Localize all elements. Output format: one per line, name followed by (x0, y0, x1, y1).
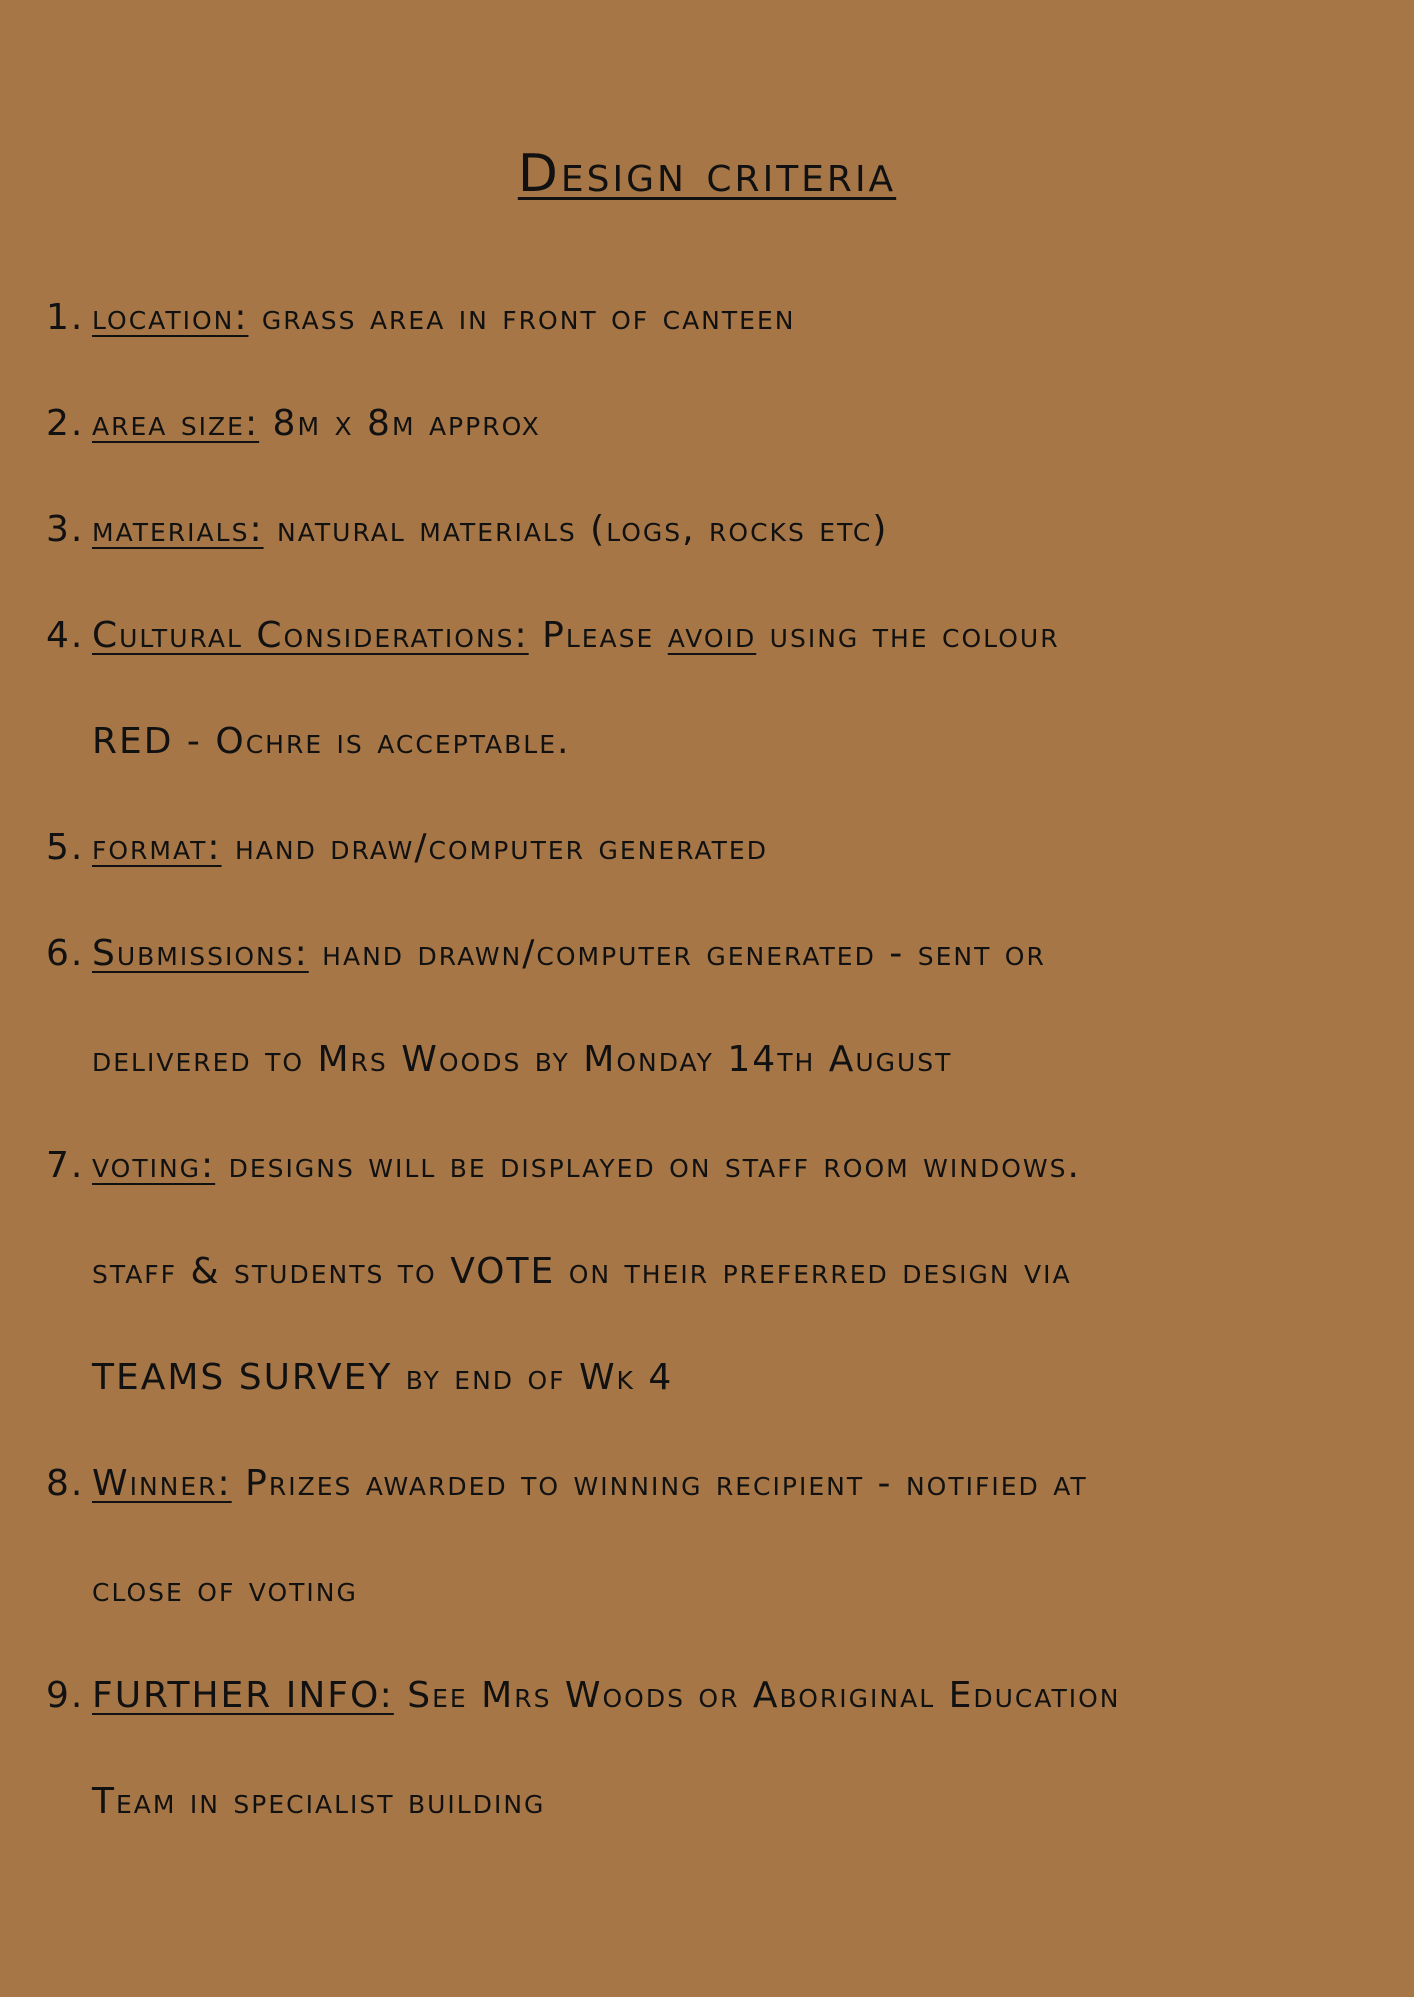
item-text: 8m x 8m approx (259, 403, 541, 444)
item-number: 9. (46, 1675, 85, 1716)
item-text: staff & students to (92, 1251, 451, 1292)
item-number: 2. (46, 403, 85, 444)
item-number: 7. (46, 1145, 85, 1186)
page-title: Design criteria (517, 144, 897, 204)
item-label: area size: (92, 403, 260, 444)
item-number: 3. (46, 509, 85, 550)
item-text: Prizes awarded to winning recipient - notified at (231, 1463, 1088, 1504)
list-item-further-info (46, 1643, 1386, 1749)
item-label: location: (92, 297, 249, 338)
list-item-submissions-continued (92, 1007, 952, 1113)
item-text-caps: VOTE (450, 1251, 556, 1292)
item-text: on their preferred design via (555, 1251, 1072, 1292)
list-item-cultural (46, 583, 1386, 689)
item-text-caps: TEAMS SURVEY (92, 1357, 393, 1398)
item-number: 6. (46, 933, 85, 974)
item-label: FURTHER INFO: (92, 1675, 394, 1716)
item-emphasis: avoid (667, 615, 757, 656)
item-text: Please (528, 615, 668, 656)
item-text: grass area in front of canteen (248, 297, 796, 338)
item-label: Cultural Considerations: (92, 615, 529, 656)
list-item-winner (46, 1431, 1386, 1537)
item-text: See Mrs Woods or Aboriginal Education (393, 1675, 1121, 1716)
item-text: natural materials (logs, rocks etc) (263, 509, 889, 550)
item-number: 1. (46, 297, 85, 338)
list-item-format (46, 795, 1386, 901)
item-number: 4. (46, 615, 85, 656)
item-label: Winner: (92, 1463, 232, 1504)
item-label: voting: (92, 1145, 216, 1186)
item-text: Team in specialist building (92, 1781, 546, 1822)
item-text: designs will be displayed on staff room windows. (215, 1145, 1081, 1186)
list-item-voting (46, 1113, 1386, 1219)
list-item-submissions (46, 901, 1386, 1007)
list-item-further-info-continued (92, 1749, 545, 1855)
item-text: using the colour (756, 615, 1060, 656)
list-item-winner-continued (92, 1537, 358, 1643)
item-number: 5. (46, 827, 85, 868)
item-text: - Ochre is acceptable. (173, 721, 571, 762)
item-text: delivered to Mrs Woods by Monday 14th August (92, 1039, 953, 1080)
list-item-area-size (46, 371, 1386, 477)
list-item-materials (46, 477, 1386, 583)
list-item-voting-continued-2 (92, 1325, 673, 1431)
item-label: Submissions: (92, 933, 309, 974)
item-label: materials: (92, 509, 264, 550)
item-text: hand drawn/computer generated - sent or (308, 933, 1046, 974)
list-item-cultural-continued (92, 689, 570, 795)
item-text-caps: RED (92, 721, 174, 762)
list-item-voting-continued (92, 1219, 1072, 1325)
item-text: by end of Wk 4 (392, 1357, 674, 1398)
item-label: format: (92, 827, 222, 868)
item-text: close of voting (92, 1569, 358, 1610)
item-number: 8. (46, 1463, 85, 1504)
list-item-location (46, 265, 1386, 371)
item-text: hand draw/computer generated (221, 827, 768, 868)
